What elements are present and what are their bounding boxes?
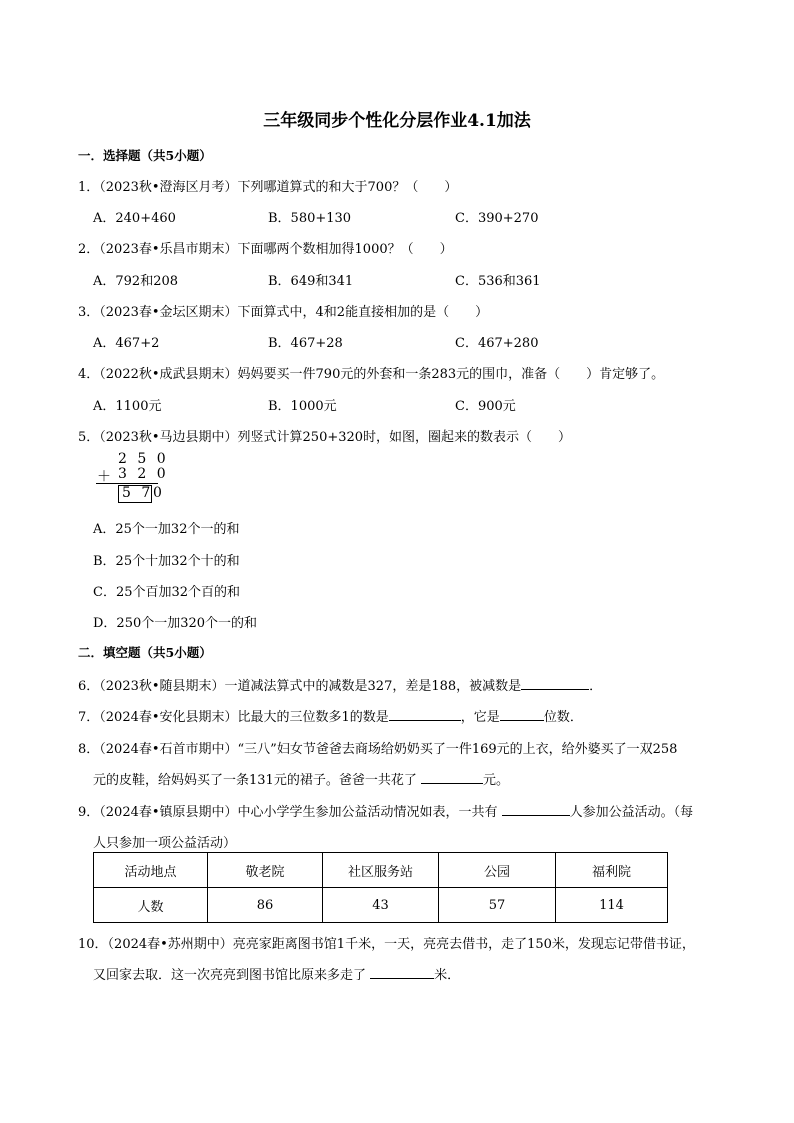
question-1: 1．（2023秋•澄海区月考）下列哪道算式的和大于700？（ ） [78, 180, 458, 195]
question-6-text: 6．（2023秋•随县期末）一道减法算式中的减数是327，差是188，被减数是 [78, 679, 522, 694]
answer-blank[interactable] [389, 706, 461, 721]
option-c[interactable]: C．25个百加32个百的和 [93, 585, 241, 600]
question-7-end: 位数． [543, 710, 583, 725]
calc-result-tail: 0 [153, 485, 165, 501]
option-a[interactable]: A．1100元 [93, 399, 162, 414]
option-c[interactable]: C．536和361 [455, 274, 541, 289]
table-header-cell: 社区服务站 [323, 853, 439, 888]
question-10-line1: 10．（2024春•苏州期中）亮亮家距离图书馆1千米，一天，亮亮去借书，走了150米，发现忘记带借书证， [78, 937, 695, 952]
table-cell: 57 [439, 888, 556, 923]
answer-blank[interactable] [421, 769, 483, 784]
question-2: 2．（2023春•乐昌市期末）下面哪两个数相加得1000？（ ） [78, 242, 453, 257]
question-7-middle: ，它是 [460, 710, 500, 725]
section-choice-heading: 一．选择题（共5小题） [78, 148, 212, 163]
option-a[interactable]: A．25个一加32个一的和 [93, 522, 240, 537]
option-c[interactable]: C．390+270 [455, 211, 539, 226]
vertical-calculation [92, 451, 182, 506]
question-4-options [93, 395, 693, 413]
question-9-line1 [78, 801, 693, 820]
question-5: 5．（2023秋•马边县期中）列竖式计算250+320时，如图，圈起来的数表示（ ） [78, 430, 572, 445]
question-9-text: 9．（2024春•镇原县期中）中心小学学生参加公益活动情况如表，一共有 [78, 805, 498, 820]
question-9-end: 人参加公益活动。（每 [569, 805, 694, 820]
question-8-line2 [93, 769, 509, 788]
option-b[interactable]: B．649和341 [268, 274, 354, 289]
question-2-options [93, 270, 693, 288]
calc-boxed-digits: 5 7 [122, 485, 154, 501]
question-1-options [93, 207, 693, 225]
option-d[interactable]: D．250个一加320个一的和 [93, 616, 258, 631]
calc-second-addend: 3 2 0 [118, 466, 169, 482]
question-10-text: 又回家去取．这一次亮亮到图书馆比原来多走了 [93, 968, 367, 983]
question-8-line1: 8．（2024春•石首市期中）“三八”妇女节爸爸去商场给奶奶买了一件169元的上衣，给外婆买了一双258 [78, 742, 678, 757]
option-c[interactable]: C．900元 [455, 399, 516, 414]
answer-blank[interactable] [521, 675, 589, 690]
question-6-end: ． [589, 679, 603, 694]
plus-sign: ＋ [97, 469, 114, 485]
question-8-end: 元。 [482, 773, 509, 788]
page-title: 三年级同步个性化分层作业4.1加法 [263, 111, 531, 131]
question-8-text: 元的皮鞋，给妈妈买了一条131元的裙子。爸爸一共花了 [93, 773, 417, 788]
calc-sum-line [96, 483, 158, 484]
table-header-cell: 活动地点 [94, 853, 208, 888]
answer-blank[interactable] [500, 706, 544, 721]
activity-table [93, 852, 668, 923]
question-10-end: 米． [434, 968, 461, 983]
question-9-line2: 人只参加一项公益活动） [93, 836, 237, 851]
question-6 [78, 675, 602, 694]
answer-blank[interactable] [370, 964, 434, 979]
table-cell: 114 [556, 888, 668, 923]
table-cell: 43 [323, 888, 439, 923]
table-row [94, 853, 668, 888]
table-header-cell: 福利院 [556, 853, 668, 888]
question-7-text: 7．（2024春•安化县期末）比最大的三位数多1的数是 [78, 710, 389, 725]
question-3-options [93, 332, 693, 350]
table-header-cell: 公园 [439, 853, 556, 888]
table-cell: 人数 [94, 888, 208, 923]
option-a[interactable]: A．467+2 [93, 336, 160, 351]
table-cell: 86 [208, 888, 323, 923]
option-a[interactable]: A．240+460 [93, 211, 176, 226]
option-b[interactable]: B．467+28 [268, 336, 343, 351]
table-row [94, 888, 668, 923]
question-7 [78, 706, 583, 725]
option-b[interactable]: B．580+130 [268, 211, 352, 226]
option-b[interactable]: B．1000元 [268, 399, 337, 414]
question-4: 4．（2022秋•成武县期末）妈妈要买一件790元的外套和一条283元的围巾，准备（ ）肯定够了。 [78, 367, 665, 382]
option-a[interactable]: A．792和208 [93, 274, 179, 289]
option-c[interactable]: C．467+280 [455, 336, 539, 351]
table-header-cell: 敬老院 [208, 853, 323, 888]
option-b[interactable]: B．25个十加32个十的和 [93, 554, 240, 569]
section-fill-heading: 二．填空题（共5小题） [78, 645, 212, 660]
calc-first-addend: 2 5 0 [118, 451, 169, 467]
question-3: 3．（2023春•金坛区期末）下面算式中，4和2能直接相加的是（ ） [78, 305, 489, 320]
answer-blank[interactable] [502, 801, 570, 816]
question-10-line2 [93, 964, 460, 983]
